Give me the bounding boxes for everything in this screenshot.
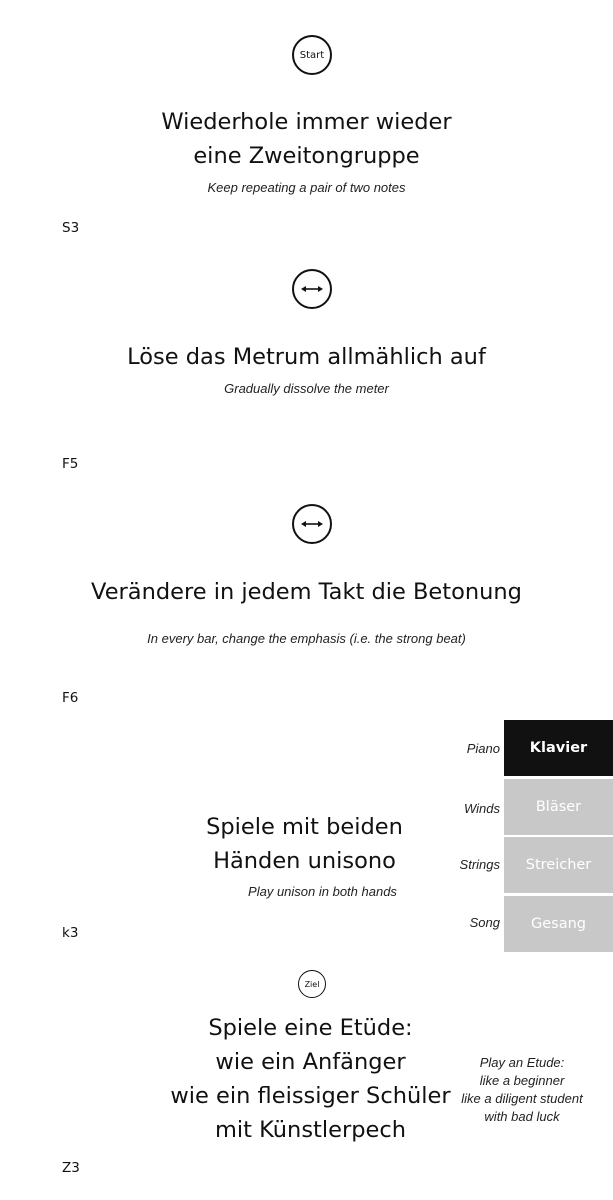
tab-gesang[interactable]: Gesang xyxy=(504,896,613,952)
step-3-code: F6 xyxy=(62,690,79,706)
step-2-code: F5 xyxy=(62,456,79,472)
goal-label: Ziel xyxy=(304,979,320,989)
goal-heading-line-3: wie ein fleissiger Schüler xyxy=(170,1083,451,1109)
double-arrow-icon xyxy=(301,284,323,294)
tab-streicher[interactable]: Streicher xyxy=(504,837,613,893)
step-3-connector xyxy=(292,504,332,544)
step-2-subtitle: Gradually dissolve the meter xyxy=(224,381,389,396)
step-4-code: k3 xyxy=(62,925,79,941)
step-1-heading-line-1: Wiederhole immer wieder xyxy=(161,109,452,135)
start-label: Start xyxy=(299,49,325,61)
category-label-winds: Winds xyxy=(463,801,500,816)
category-label-strings: Strings xyxy=(459,857,500,872)
goal-heading-line-1: Spiele eine Etüde: xyxy=(208,1015,413,1041)
step-4-subtitle: Play unison in both hands xyxy=(248,884,397,899)
goal-subtitle-line-4: with bad luck xyxy=(484,1109,560,1124)
double-arrow-icon xyxy=(301,519,323,529)
step-3-heading xyxy=(0,575,613,609)
step-1-subtitle: Keep repeating a pair of two notes xyxy=(207,180,406,195)
step-3-heading-line-1: Verändere in jedem Takt die Betonung xyxy=(91,579,522,605)
category-label-piano: Piano xyxy=(466,741,500,756)
goal-code: Z3 xyxy=(62,1160,80,1176)
step-1-code: S3 xyxy=(62,220,80,236)
goal-subtitle-line-2: like a beginner xyxy=(479,1073,565,1088)
goal-subtitle xyxy=(452,1054,592,1126)
step-3-subtitle: In every bar, change the emphasis (i.e. the strong beat) xyxy=(147,631,466,646)
step-2-heading-line-1: Löse das Metrum allmählich auf xyxy=(127,344,486,370)
goal-heading-line-2: wie ein Anfänger xyxy=(215,1049,406,1075)
goal-subtitle-line-1: Play an Etude: xyxy=(479,1055,565,1070)
tab-klavier[interactable]: Klavier xyxy=(504,720,613,776)
step-1-heading-line-2: eine Zweitongruppe xyxy=(193,143,420,169)
category-label-song: Song xyxy=(469,915,500,930)
goal-subtitle-line-3: like a diligent student xyxy=(461,1091,583,1106)
step-1-heading xyxy=(0,105,613,173)
goal-marker xyxy=(298,970,326,998)
tab-blaeser[interactable]: Bläser xyxy=(504,779,613,835)
start-marker xyxy=(292,35,332,75)
step-4-heading-line-1: Spiele mit beiden xyxy=(206,814,403,840)
step-2-heading xyxy=(0,340,613,374)
step-2-connector xyxy=(292,269,332,309)
goal-heading-line-4: mit Künstlerpech xyxy=(215,1117,406,1143)
step-4-heading-line-2: Händen unisono xyxy=(213,848,396,874)
